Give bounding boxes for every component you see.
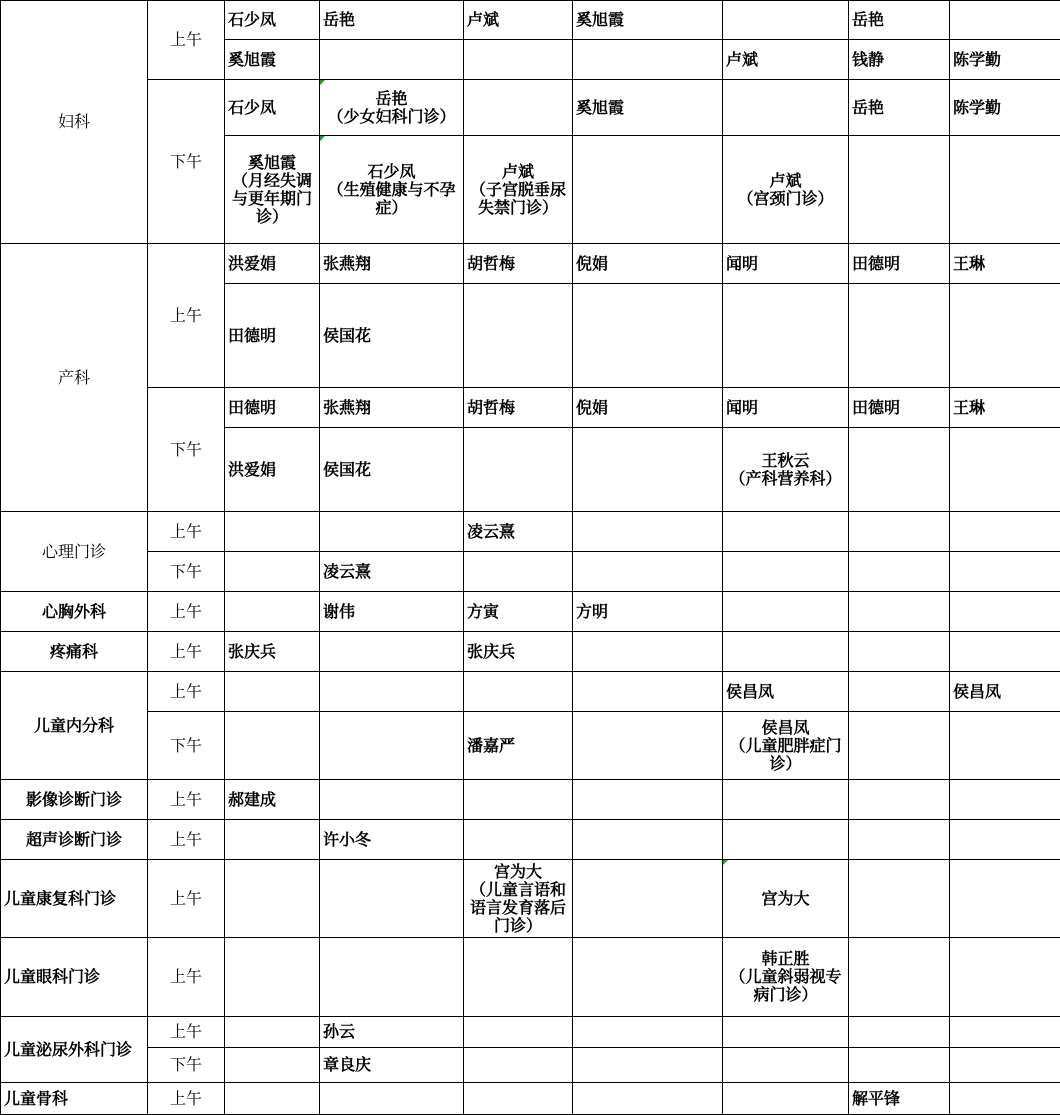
doctor-cell — [950, 1017, 1060, 1048]
doctor-cell: 凌云熹 — [464, 512, 573, 552]
doctor-cell: 卢斌 — [723, 40, 849, 80]
doctor-name: 卢斌 — [769, 170, 802, 190]
doctor-cell: 张燕翔 — [320, 388, 464, 428]
doctor-cell — [950, 592, 1060, 632]
doctor-cell: 卢斌 — [464, 1, 573, 40]
doctor-cell: 张庆兵 — [225, 632, 320, 672]
doctor-cell: 田德明 — [225, 388, 320, 428]
doctor-cell: 王琳 — [950, 388, 1060, 428]
doctor-cell — [723, 1017, 849, 1048]
doctor-cell — [723, 1083, 849, 1115]
doctor-cell — [849, 552, 950, 592]
period-cell: 下午 — [148, 80, 225, 244]
doctor-cell — [320, 632, 464, 672]
period-cell: 下午 — [148, 712, 225, 780]
doctor-cell — [950, 780, 1060, 820]
doctor-cell — [320, 512, 464, 552]
doctor-cell — [723, 820, 849, 860]
doctor-cell — [225, 712, 320, 780]
doctor-cell — [573, 136, 723, 244]
doctor-cell — [849, 712, 950, 780]
dept-cell: 妇科 — [1, 1, 148, 244]
doctor-cell: 岳艳 — [849, 1, 950, 40]
doctor-cell: 解平锋 — [849, 1083, 950, 1115]
doctor-cell — [849, 428, 950, 512]
doctor-cell — [573, 552, 723, 592]
doctor-cell: 凌云熹 — [320, 552, 464, 592]
doctor-cell: 胡哲梅 — [464, 388, 573, 428]
doctor-cell — [723, 780, 849, 820]
doctor-cell: 许小冬 — [320, 820, 464, 860]
doctor-cell — [950, 1, 1060, 40]
doctor-cell — [225, 1083, 320, 1115]
clinic-note: （产科营养科） — [729, 468, 842, 488]
doctor-cell — [225, 136, 320, 244]
clinic-note: （生殖健康与不孕症） — [327, 179, 456, 217]
doctor-name: 奚旭霞 — [247, 152, 296, 172]
doctor-name: 宫为大 — [493, 861, 542, 881]
doctor-cell: 倪娟 — [573, 244, 723, 284]
doctor-cell — [320, 780, 464, 820]
doctor-cell — [464, 428, 573, 512]
period-cell: 上午 — [148, 244, 225, 388]
doctor-cell — [950, 1048, 1060, 1083]
doctor-cell — [723, 592, 849, 632]
doctor-cell: 洪爱娟 — [225, 428, 320, 512]
doctor-cell — [225, 860, 320, 938]
period-cell: 上午 — [148, 938, 225, 1017]
doctor-cell — [950, 284, 1060, 388]
doctor-cell: 田德明 — [849, 244, 950, 284]
doctor-cell — [950, 860, 1060, 938]
doctor-cell — [225, 672, 320, 712]
doctor-cell — [849, 592, 950, 632]
doctor-cell — [849, 632, 950, 672]
doctor-cell — [950, 136, 1060, 244]
doctor-cell: 郝建成 — [225, 780, 320, 820]
doctor-cell: 奚旭霞 — [225, 40, 320, 80]
doctor-cell — [573, 672, 723, 712]
doctor-cell: 谢伟 — [320, 592, 464, 632]
clinic-note: （儿童言语和语言发育落后门诊） — [469, 879, 566, 935]
doctor-cell — [320, 938, 464, 1017]
doctor-cell — [320, 80, 464, 136]
doctor-cell — [573, 712, 723, 780]
dept-cell: 心理门诊 — [1, 512, 148, 592]
doctor-name: 王秋云 — [761, 450, 810, 470]
doctor-cell — [849, 1048, 950, 1083]
doctor-name: 岳艳 — [375, 88, 408, 108]
doctor-cell — [225, 820, 320, 860]
doctor-cell — [723, 284, 849, 388]
doctor-cell: 田德明 — [849, 388, 950, 428]
dept-cell: 儿童骨科 — [1, 1083, 148, 1115]
period-cell: 下午 — [148, 388, 225, 512]
doctor-cell: 石少凤 — [225, 80, 320, 136]
period-cell: 上午 — [148, 1, 225, 80]
clinic-note: （少女妇科门诊） — [327, 106, 456, 126]
doctor-cell — [849, 780, 950, 820]
doctor-cell: 章良庆 — [320, 1048, 464, 1083]
period-cell: 上午 — [148, 820, 225, 860]
doctor-cell — [723, 552, 849, 592]
period-cell: 上午 — [148, 780, 225, 820]
doctor-cell — [723, 512, 849, 552]
doctor-cell: 洪爱娟 — [225, 244, 320, 284]
dept-cell: 儿童泌尿外科门诊 — [1, 1017, 148, 1083]
doctor-cell: 胡哲梅 — [464, 244, 573, 284]
doctor-cell — [320, 712, 464, 780]
doctor-cell — [464, 938, 573, 1017]
doctor-cell: 岳艳 — [849, 80, 950, 136]
doctor-cell: 岳艳 — [320, 1, 464, 40]
doctor-cell — [723, 712, 849, 780]
dept-cell: 儿童康复科门诊 — [1, 860, 148, 938]
doctor-cell: 田德明 — [225, 284, 320, 388]
doctor-cell: 侯昌凤 — [950, 672, 1060, 712]
doctor-cell — [723, 632, 849, 672]
doctor-name: 韩正胜 — [761, 949, 810, 968]
doctor-cell — [464, 552, 573, 592]
doctor-cell — [464, 820, 573, 860]
doctor-cell — [573, 428, 723, 512]
doctor-cell — [464, 284, 573, 388]
period-cell: 下午 — [148, 552, 225, 592]
doctor-cell — [849, 512, 950, 552]
period-cell: 上午 — [148, 632, 225, 672]
doctor-cell: 潘嘉严 — [464, 712, 573, 780]
period-cell: 上午 — [148, 592, 225, 632]
doctor-cell — [573, 40, 723, 80]
period-cell: 上午 — [148, 1083, 225, 1115]
doctor-cell: 陈学勤 — [950, 80, 1060, 136]
doctor-cell: 方寅 — [464, 592, 573, 632]
doctor-name: 侯昌凤 — [761, 717, 810, 737]
dept-cell: 超声诊断门诊 — [1, 820, 148, 860]
doctor-cell — [320, 40, 464, 80]
period-cell: 上午 — [148, 1017, 225, 1048]
doctor-cell: 奚旭霞 — [573, 1, 723, 40]
doctor-cell: 侯国花 — [320, 284, 464, 388]
doctor-cell — [849, 136, 950, 244]
doctor-cell — [573, 820, 723, 860]
doctor-cell: 孙云 — [320, 1017, 464, 1048]
doctor-cell — [225, 552, 320, 592]
period-cell: 上午 — [148, 512, 225, 552]
doctor-cell — [573, 632, 723, 672]
period-cell: 上午 — [148, 860, 225, 938]
doctor-cell — [950, 632, 1060, 672]
doctor-cell — [225, 1048, 320, 1083]
doctor-cell — [573, 860, 723, 938]
doctor-cell: 张燕翔 — [320, 244, 464, 284]
clinic-note: （宫颈门诊） — [737, 188, 834, 208]
clinic-note: （子宫脱垂尿失禁门诊） — [469, 179, 566, 217]
doctor-cell: 侯国花 — [320, 428, 464, 512]
clinic-note: （儿童斜弱视专病门诊） — [729, 967, 842, 1004]
doctor-cell — [573, 1083, 723, 1115]
doctor-cell — [320, 672, 464, 712]
doctor-cell: 闻明 — [723, 244, 849, 284]
doctor-cell — [464, 1048, 573, 1083]
doctor-cell — [573, 512, 723, 552]
doctor-cell — [464, 780, 573, 820]
doctor-cell — [225, 938, 320, 1017]
doctor-cell — [723, 428, 849, 512]
doctor-cell: 奚旭霞 — [573, 80, 723, 136]
doctor-cell — [464, 860, 573, 938]
doctor-cell — [723, 938, 849, 1017]
doctor-cell — [950, 512, 1060, 552]
doctor-cell — [849, 1017, 950, 1048]
doctor-cell — [464, 80, 573, 136]
doctor-cell — [464, 672, 573, 712]
dept-cell: 影像诊断门诊 — [1, 780, 148, 820]
doctor-cell: 石少凤 — [225, 1, 320, 40]
doctor-cell — [573, 1048, 723, 1083]
doctor-cell: 王琳 — [950, 244, 1060, 284]
doctor-cell — [464, 40, 573, 80]
doctor-cell: 陈学勤 — [950, 40, 1060, 80]
dept-cell: 疼痛科 — [1, 632, 148, 672]
doctor-cell: 侯昌凤 — [723, 672, 849, 712]
doctor-cell — [225, 592, 320, 632]
doctor-cell — [950, 820, 1060, 860]
doctor-cell: 张庆兵 — [464, 632, 573, 672]
doctor-cell: 倪娟 — [573, 388, 723, 428]
doctor-cell — [320, 1083, 464, 1115]
doctor-cell — [225, 1017, 320, 1048]
doctor-cell — [723, 1, 849, 40]
doctor-cell — [950, 428, 1060, 512]
doctor-cell — [225, 512, 320, 552]
doctor-cell — [464, 1083, 573, 1115]
doctor-cell — [849, 860, 950, 938]
doctor-cell — [573, 780, 723, 820]
doctor-cell — [573, 1017, 723, 1048]
doctor-cell — [723, 80, 849, 136]
doctor-cell: 闻明 — [723, 388, 849, 428]
clinic-note: （月经失调与更年期门诊） — [231, 170, 312, 226]
doctor-cell — [849, 284, 950, 388]
doctor-cell — [573, 284, 723, 388]
dept-cell: 产科 — [1, 244, 148, 512]
doctor-cell — [849, 938, 950, 1017]
doctor-cell — [464, 136, 573, 244]
doctor-cell — [950, 552, 1060, 592]
period-cell: 上午 — [148, 672, 225, 712]
doctor-cell — [573, 938, 723, 1017]
doctor-name: 石少凤 — [367, 161, 416, 181]
doctor-cell: 宫为大 — [723, 860, 849, 938]
clinic-note: （儿童肥胖症门诊） — [729, 735, 842, 773]
doctor-cell — [723, 1048, 849, 1083]
doctor-cell — [320, 136, 464, 244]
doctor-cell — [849, 820, 950, 860]
doctor-cell — [849, 672, 950, 712]
doctor-cell — [464, 1017, 573, 1048]
doctor-cell — [950, 712, 1060, 780]
doctor-cell — [320, 860, 464, 938]
doctor-cell — [950, 938, 1060, 1017]
period-cell: 下午 — [148, 1048, 225, 1083]
doctor-cell: 方明 — [573, 592, 723, 632]
doctor-name: 卢斌 — [501, 161, 534, 181]
doctor-cell — [723, 136, 849, 244]
dept-cell: 儿童眼科门诊 — [1, 938, 148, 1017]
doctor-cell: 钱静 — [849, 40, 950, 80]
dept-cell: 儿童内分科 — [1, 672, 148, 780]
doctor-cell — [950, 1083, 1060, 1115]
dept-cell: 心胸外科 — [1, 592, 148, 632]
